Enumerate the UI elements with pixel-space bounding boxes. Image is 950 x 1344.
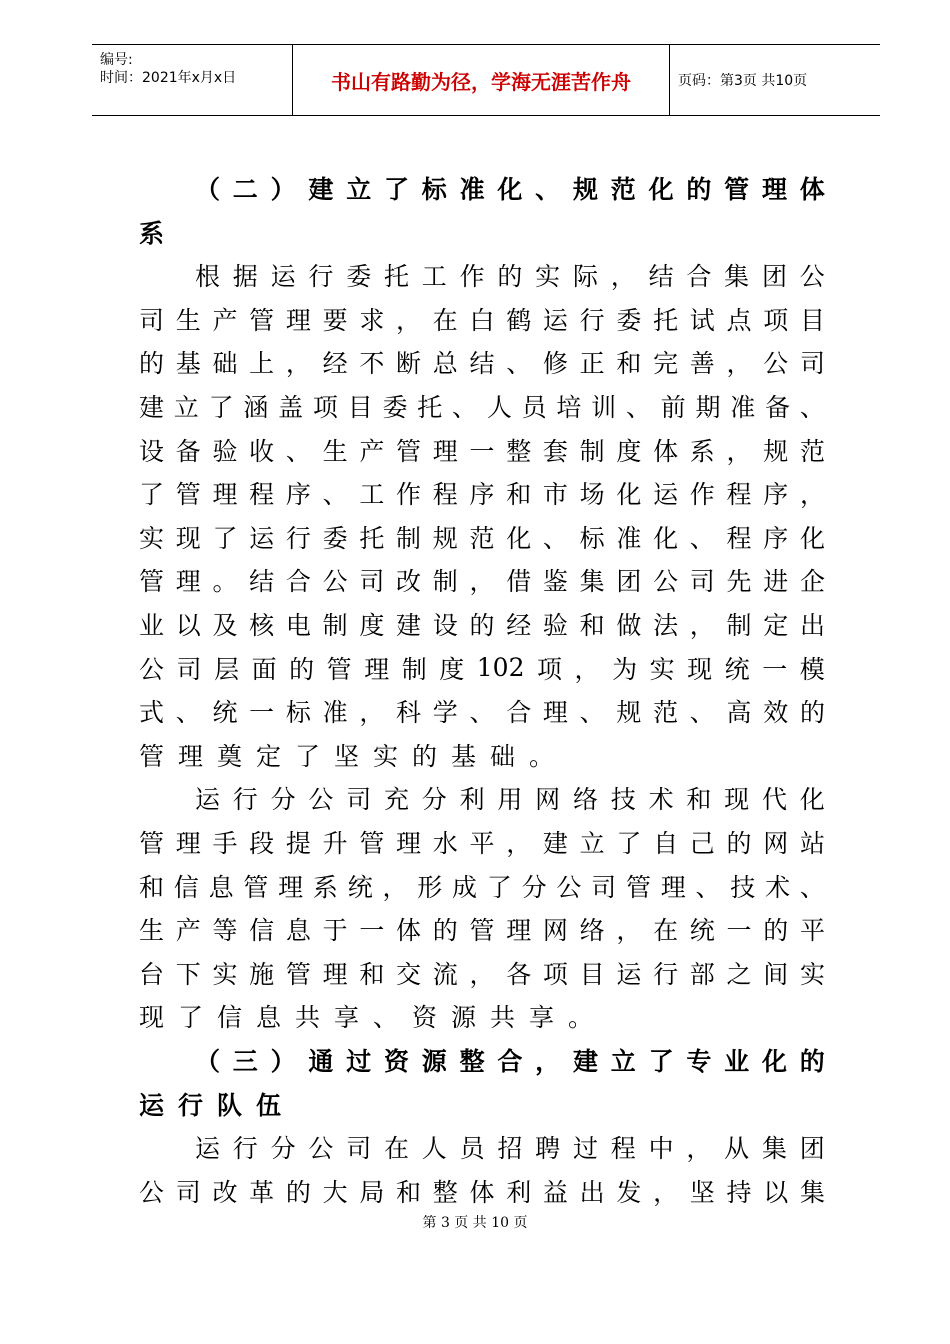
paragraph-line: 运 行 分 公 司 充 分 利 用 网 络 技 术 和 现 代 化 [195, 785, 825, 815]
paragraph-line: 式 、 统 一 标 准 ， 科 学 、 合 理 、 规 范 、 高 效 的 [139, 698, 825, 728]
header-meta [92, 45, 292, 115]
time-label: 时间：2021年x月x日 [100, 70, 237, 86]
section-heading-line: （ 三 ） 通 过 资 源 整 合 ， 建 立 了 专 业 化 的 [195, 1047, 825, 1076]
paragraph-line: 现了信息共享、资源共享。 [139, 1003, 608, 1033]
paragraph-line: 台 下 实 施 管 理 和 交 流 ， 各 项 目 运 行 部 之 间 实 [139, 959, 825, 989]
page-header [92, 44, 880, 116]
page-footer: 第 3 页 共 10 页 [422, 1215, 528, 1231]
paragraph-line: 管 理 手 段 提 升 管 理 水 平 ， 建 立 了 自 己 的 网 站 [139, 829, 825, 858]
paragraph-line: 设 备 验 收 、 生 产 管 理 一 整 套 制 度 体 系 ， 规 范 [139, 436, 825, 466]
paragraph-line: 和 信 息 管 理 系 统 ， 形 成 了 分 公 司 管 理 、 技 术 、 [139, 872, 825, 902]
paragraph-line: 生 产 等 信 息 于 一 体 的 管 理 网 络 ， 在 统 一 的 平 [139, 916, 825, 946]
paragraph-line: 公 司 改 革 的 大 局 和 整 体 利 益 出 发 ， 坚 持 以 集 [139, 1177, 825, 1207]
paragraph-line: 业 以 及 核 电 制 度 建 设 的 经 验 和 做 法 ， 制 定 出 [139, 611, 825, 640]
paragraph-line: 实 现 了 运 行 委 托 制 规 范 化 、 标 准 化 、 程 序 化 [139, 523, 825, 553]
paragraph-line: 司 生 产 管 理 要 求 ， 在 白 鹤 运 行 委 托 试 点 项 目 [139, 305, 825, 335]
paragraph-line: 公 司 层 面 的 管 理 制 度 102 项 ， 为 实 现 统 一 模 [139, 653, 825, 684]
number-label: 编号: [100, 52, 133, 68]
paragraph-line: 根 据 运 行 委 托 工 作 的 实 际 ， 结 合 集 团 公 [195, 262, 825, 292]
paragraph-line: 管 理 。 结 合 公 司 改 制 ， 借 鉴 集 团 公 司 先 进 企 [139, 567, 825, 597]
paragraph-line: 建 立 了 涵 盖 项 目 委 托 、 人 员 培 训 、 前 期 准 备 、 [139, 393, 825, 422]
section-heading-line: （ 二 ） 建 立 了 标 准 化 、 规 范 化 的 管 理 体 [195, 175, 825, 204]
paragraph-line: 的 基 础 上 ， 经 不 断 总 结 、 修 正 和 完 善 ， 公 司 [139, 349, 825, 379]
section-heading-line: 系 [139, 218, 179, 248]
paragraph-line: 了 管 理 程 序 、 工 作 程 序 和 市 场 化 运 作 程 序 ， [139, 480, 825, 510]
header-motto: 书山有路勤为径，学海无涯苦作舟 [331, 69, 631, 94]
paragraph-line: 管理奠定了坚实的基础。 [139, 741, 569, 771]
section-heading-line: 运行队伍 [139, 1090, 296, 1120]
header-page-label: 页码：第3页 共10页 [678, 73, 808, 89]
paragraph-line: 运 行 分 公 司 在 人 员 招 聘 过 程 中 ， 从 集 团 [195, 1134, 825, 1164]
